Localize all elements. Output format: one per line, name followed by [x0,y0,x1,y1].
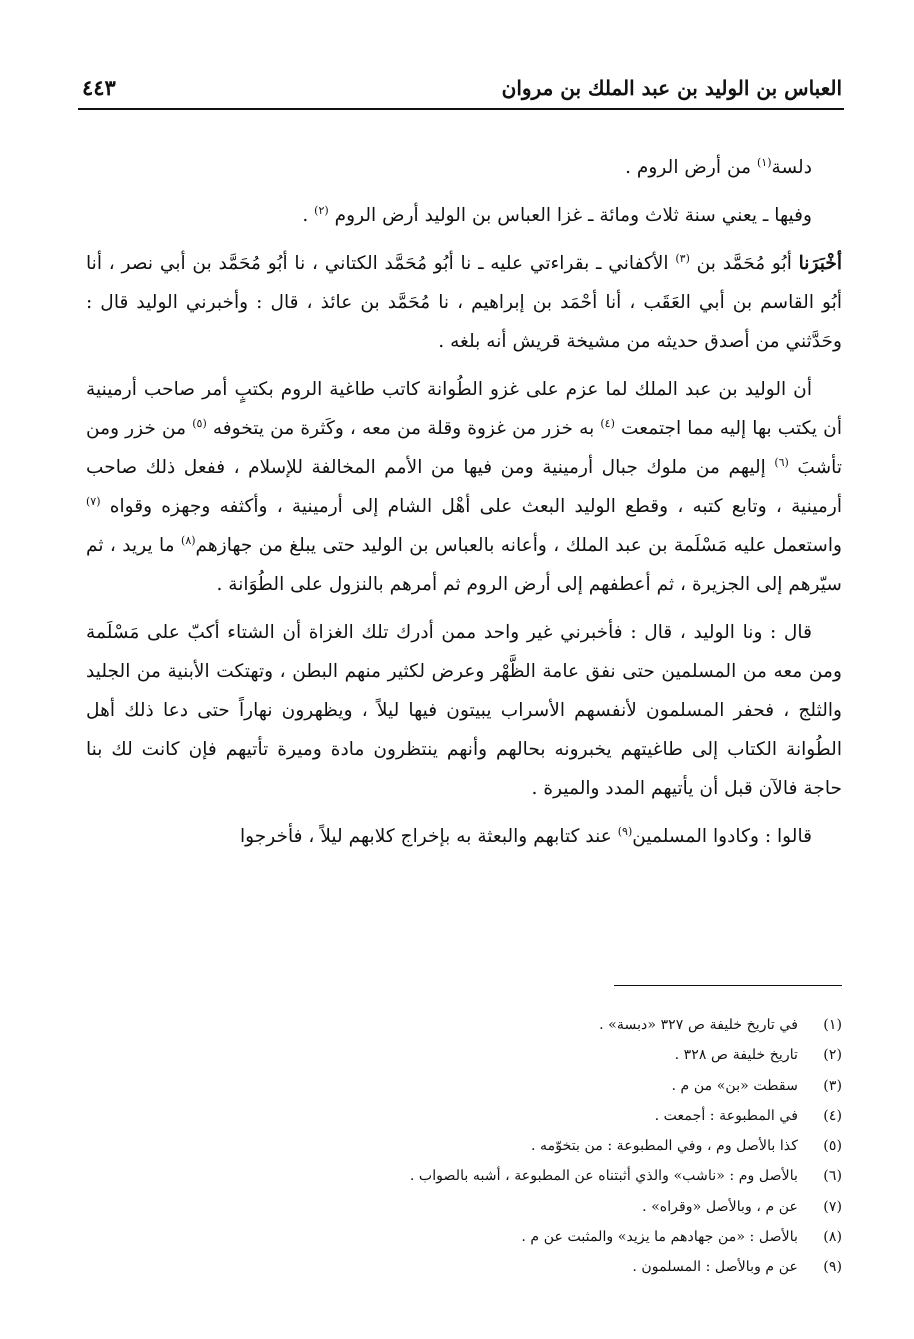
paragraph-3 [86,244,842,361]
footnote-marker: (٣) [675,251,690,265]
text-run: إليهم من ملوك جبال أرمينية ومن فيها من الأمم المخالفة للإسلام ، ففعل ذلك صاحب أرمينية ، وتابع كتبه ، وقطع الوليد البعث على أهْل الشام إلى أرمينية ، وأكثفه وجهزه وقواه [86,457,842,517]
footnote-text: بالأصل وم : «ناشب» والذي أثبتناه عن المطبوعة ، أشبه بالصواب . [409,1168,798,1185]
paragraph-4 [86,370,842,604]
text-run: الأكفاني ـ بقراءتي عليه ـ نا أبُو مُحَمَّد الكتاني ، نا أبُو مُحَمَّد بن أبي نصر ، أنا أبُو القاسم بن أبي العَقَب ، أنا أحْمَد بن إبراهيم ، نا مُحَمَّد بن عائذ ، قال : وأخبرني الوليد قال : وحَدَّثني من أصدق حديثه من مشيخة قريش أنه بلغه . [86,253,842,352]
footnote-text: كذا بالأصل وم ، وفي المطبوعة : من بتخوّمه . [531,1138,798,1155]
footnote-number: (٢) [823,1047,842,1064]
running-title: العباس بن الوليد بن عبد الملك بن مروان [501,76,842,100]
text-run: . [302,205,315,226]
main-text [86,148,842,865]
footnote-number: (٩) [823,1259,842,1276]
footnote-text: في المطبوعة : أجمعت . [654,1107,798,1124]
footnote-number: (٥) [823,1138,842,1155]
page-number: ٤٤٣ [82,75,116,100]
text-run: قالوا : وكادوا المسلمين [632,826,812,847]
footnote-marker: (٥) [192,416,207,430]
footnote-number: (١) [823,1017,842,1033]
footnote-text: تاريخ خليفة ص ٣٢٨ . [674,1047,798,1064]
footnote-text: عن م وبالأصل : المسلمون . [632,1259,798,1276]
footnote-marker: (١) [756,155,772,169]
footnote-marker: (٨) [181,533,196,547]
page-header [82,62,842,104]
footnote-text: في تاريخ خليفة ص ٣٢٧ «دبسة» . [599,1017,798,1033]
text-run: وفيها ـ يعني سنة ثلاث ومائة ـ غزا العباس بن الوليد أرض الروم [328,205,812,226]
paragraph-2 [86,196,842,235]
footnote-rule [614,985,842,986]
footnote-number: (٦) [823,1168,842,1185]
footnote-marker: (٤) [600,416,615,430]
footnote-text: بالأصل : «من جهادهم ما يزيد» والمثبت عن م . [521,1229,798,1246]
text-run: قال : ونا الوليد ، قال : فأخبرني غير واحد ممن أدرك تلك الغزاة أن الشتاء أكبّ على مَسْلَمة ومن معه من المسلمين حتى نفق عامة الظَّهْر وعرض لكثير منهم البطن ، وتهتكت الأبنية من الجليد والثلج ، فحفر المسلمون لأنفسهم الأسراب يبيتون فيها ليلاً ، ويظهرون نهاراً حتى دعا ذلك أهل الطُوانة الكتاب إلى طاغيتهم يخبرونه بحالهم وأنهم ينتظرون مادة وميرة تأتيهم فإن كانت لك بنا حاجة فالآن قبل أن يأتيهم المدد والميرة . [86,622,842,799]
paragraph-6 [86,817,842,856]
text-run: واستعمل عليه مَسْلَمة بن عبد الملك ، وأعانه بالعباس بن الوليد حتى يبلغ من جهازهم [195,535,843,556]
footnote-number: (٧) [823,1198,842,1215]
footnote-marker: (٢) [314,203,329,217]
footnote-number: (٣) [823,1077,842,1094]
footnote [86,1161,842,1191]
text-run: من خزر ومن تأشبَ [86,418,842,478]
footnote [86,1252,842,1282]
footnote-number: (٨) [823,1229,842,1246]
footnote [86,1010,842,1040]
text-run: ما يريد ، ثم سيّرهم إلى الجزيرة ، ثم أعطفهم إلى أرض الروم ثم أمرهم بالنزول على الطُوَانة . [86,535,842,595]
footnote-text: سقطت «بن» من م . [671,1077,798,1094]
text-run: عند كتابهم والبعثة به بإخراج كلابهم ليلاً ، فأخرجوا [239,826,618,847]
text-run: أبُو مُحَمَّد بن [689,253,799,274]
text-run: دلسة [771,157,812,178]
footnote-text: عن م ، وبالأصل «وقراه» . [642,1198,798,1215]
paragraph-5 [86,613,842,808]
footnote [86,1071,842,1101]
footnote-marker: (٩) [617,824,633,838]
header-rule [78,108,844,110]
footnote-number: (٤) [823,1107,842,1124]
text-run: من أرض الروم . [625,157,757,178]
text-run: أن الوليد بن عبد الملك لما عزم على غزو الطُوانة كاتب طاغية الروم بكتبٍ أمر صاحب أرمينية أن يكتب بها إليه مما اجتمعت [86,379,843,439]
isnad-lead: أخْبَرَنا [798,253,843,274]
footnote-marker: (٧) [86,494,101,508]
footnote-marker: (٦) [774,455,789,469]
footnote [86,1192,842,1222]
footnotes [86,1010,842,1283]
footnote [86,1101,842,1131]
paragraph-1 [86,148,842,187]
footnote [86,1131,842,1161]
text-run: به خزر من غزوة وقلة من معه ، وكَثرة من يتخوفه [206,418,601,439]
footnote [86,1222,842,1252]
footnote [86,1040,842,1070]
